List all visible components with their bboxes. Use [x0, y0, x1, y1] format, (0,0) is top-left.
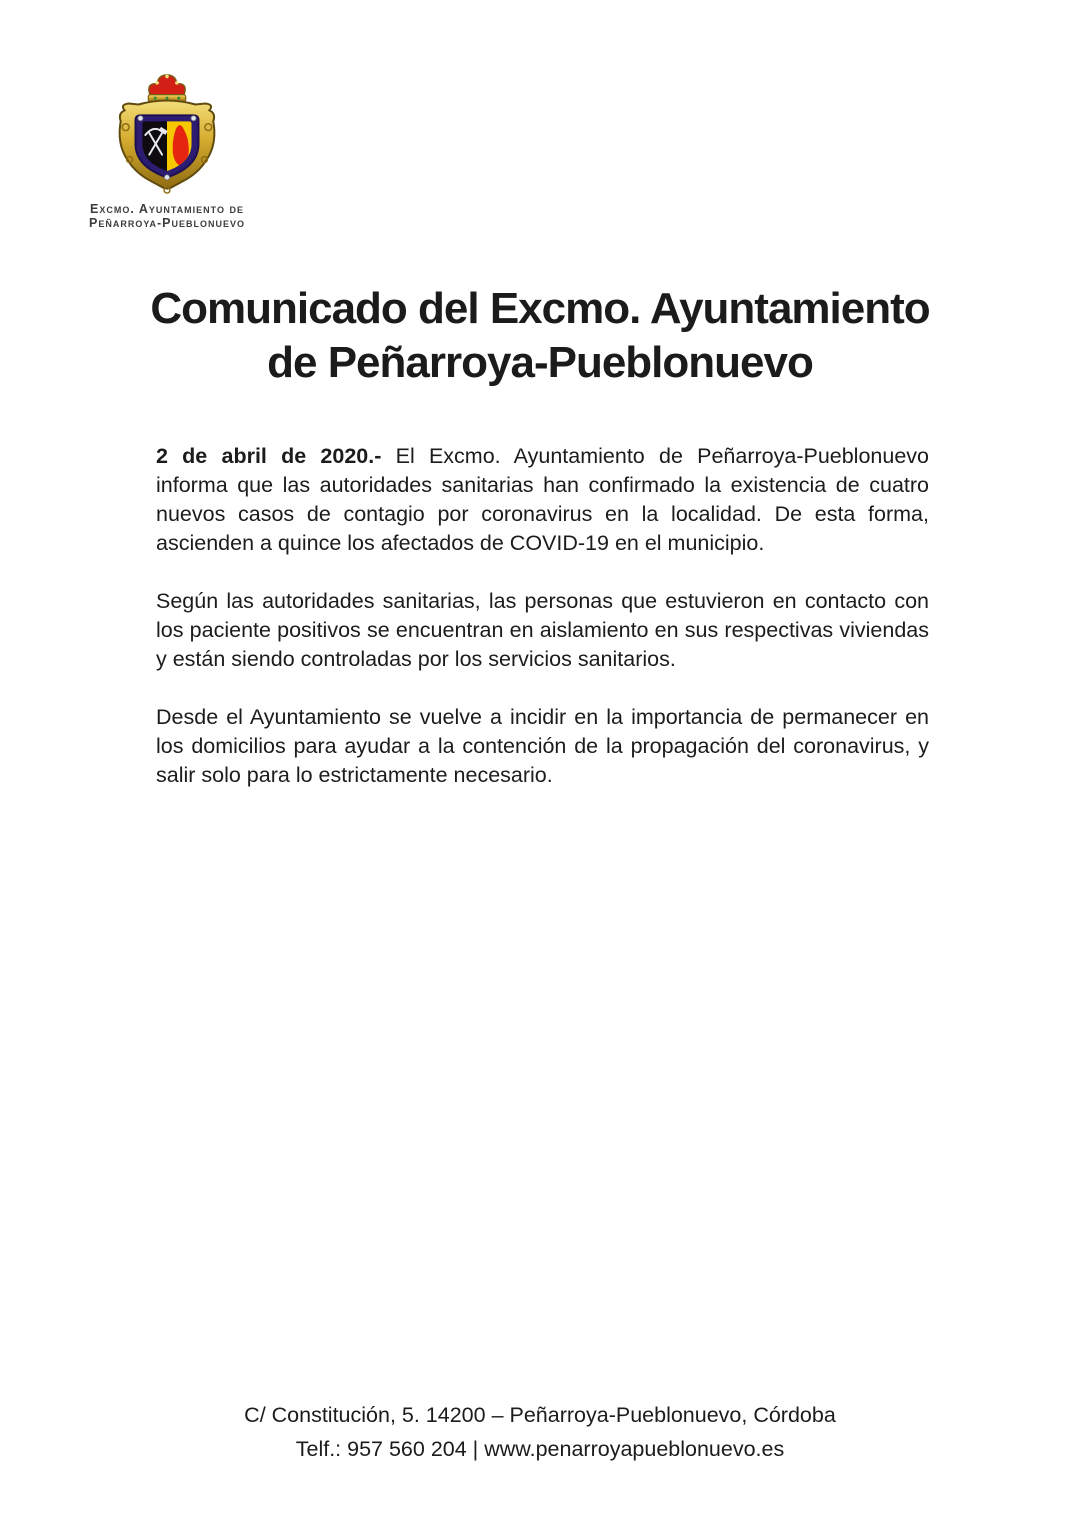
paragraph-stay-home: Desde el Ayuntamiento se vuelve a incidir en la importancia de permanecer en los domicilios para ayudar a la contención de la propagación del coronavirus, y salir solo para lo estrictamente necesario. [156, 705, 929, 787]
municipal-logo [76, 73, 258, 230]
document-body [156, 442, 929, 819]
document-footer [0, 1398, 1080, 1466]
crest-stud [191, 116, 196, 121]
footer-contact: Telf.: 957 560 204 | www.penarroyapueblonuevo.es [295, 1437, 785, 1461]
title-line-2: de Peñarroya-Pueblonuevo [267, 338, 813, 387]
logo-caption-line2: Peñarroya-Pueblonuevo [88, 215, 246, 230]
title-line-1: Comunicado del Excmo. Ayuntamiento [150, 284, 930, 333]
crest-stud [138, 116, 143, 121]
paragraph-date-announcement [156, 442, 929, 558]
paragraph-date-lead: 2 de abril de 2020.- [156, 444, 382, 468]
crest-stud [164, 175, 169, 180]
footer-address: C/ Constitución, 5. 14200 – Peñarroya-Pueblonuevo, Córdoba [244, 1403, 836, 1427]
paragraph-isolation: Según las autoridades sanitarias, las personas que estuvieron en contacto con los paciente positivos se encuentran en aislamiento en sus respectivas viviendas y están siendo controladas por los servicios sanitarios. [156, 589, 929, 671]
logo-caption [76, 203, 258, 230]
logo-caption-line1: Excmo. Ayuntamiento de [90, 202, 244, 216]
coat-of-arms-icon [112, 73, 222, 197]
paragraph-date-text: El Excmo. Ayuntamiento de Peñarroya-Pueblonuevo informa que las autoridades sanitarias han confirmado la existencia de cuatro nuevos casos de contagio por coronavirus en la localidad. De esta forma, ascienden a quince los afectados de COVID-19 en el municipio. [156, 444, 929, 555]
page-title [0, 282, 1080, 390]
